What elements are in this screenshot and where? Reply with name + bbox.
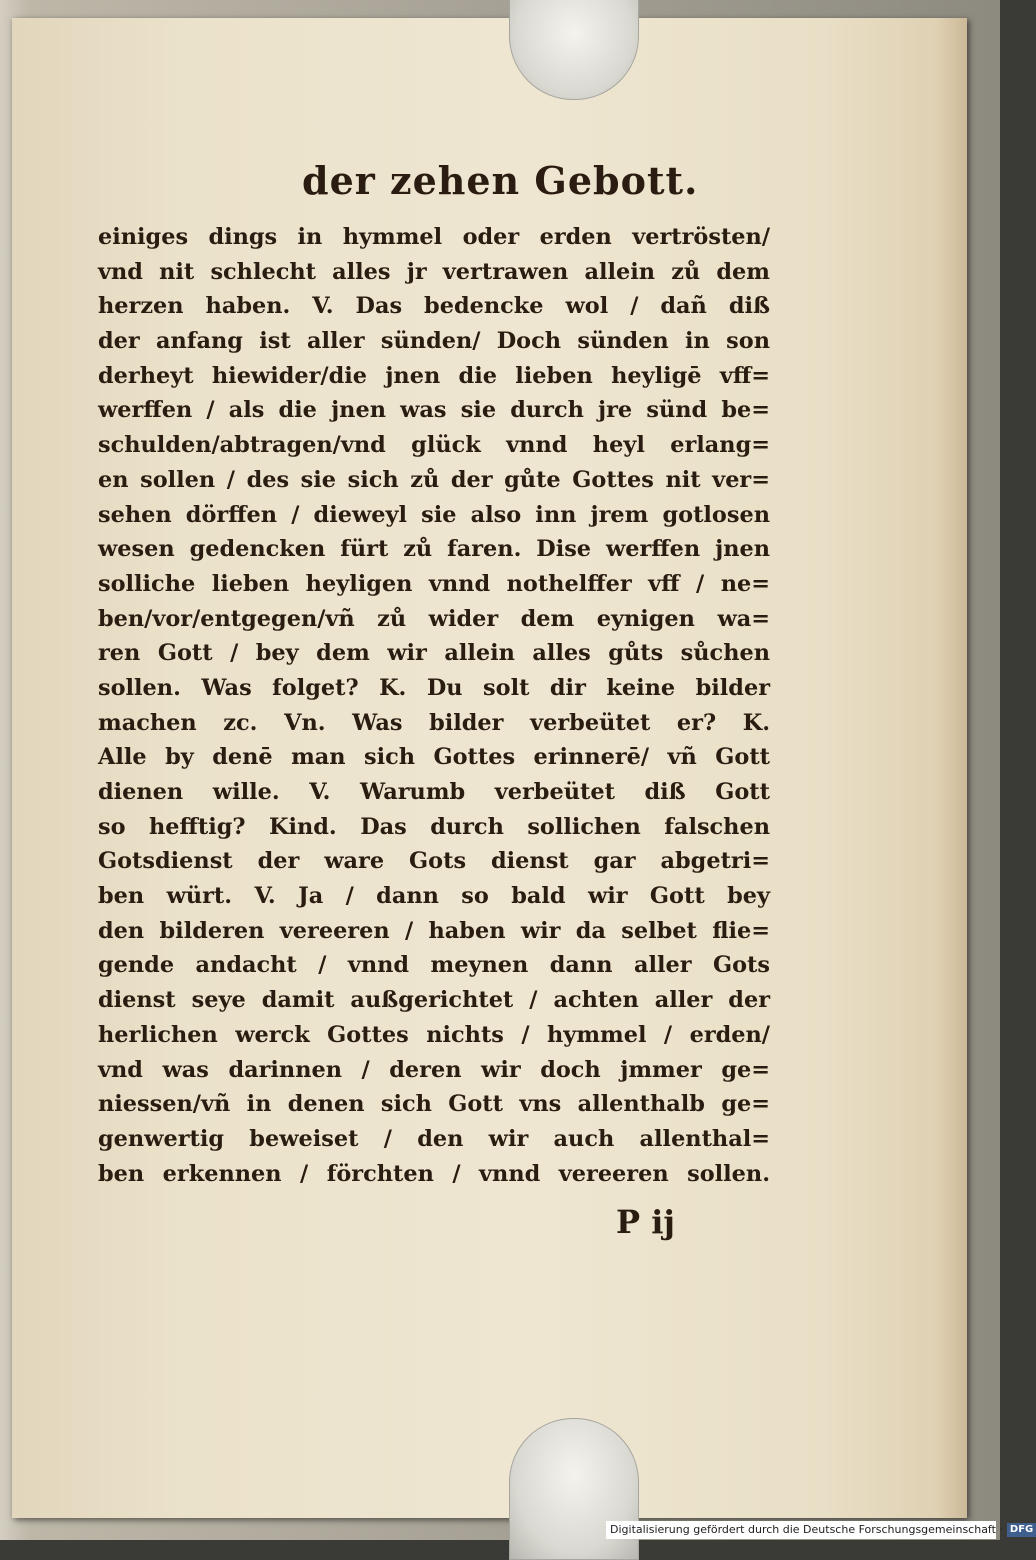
- running-header: der zehen Gebott.: [302, 158, 699, 203]
- text-line: den bilderen vereeren / haben wir da selbet flie=: [98, 917, 770, 944]
- text-line: so hefftig? Kind. Das durch sollichen falschen: [98, 813, 770, 840]
- text-line: vnd nit schlecht alles jr vertrawen allein zů dem: [98, 258, 770, 285]
- page-clip-top: [509, 0, 639, 100]
- text-line: ben würt. V. Ja / dann so bald wir Gott bey: [98, 883, 770, 910]
- text-line: sehen dörffen / dieweyl sie also inn jrem gotlosen: [98, 501, 770, 528]
- text-line: einiges dings in hymmel oder erden vertrösten/: [98, 224, 770, 250]
- text-line: dienst seye damit außgerichtet / achten aller der: [98, 987, 770, 1014]
- credit-text: Digitalisierung gefördert durch die Deutsche Forschungsgemeinschaft ·: [610, 1523, 1003, 1536]
- text-line: vnd was darinnen / deren wir doch jmmer ge=: [98, 1056, 770, 1083]
- text-line: herzen haben. V. Das bedencke wol / dañ diß: [98, 293, 770, 320]
- body-text: [98, 220, 770, 1191]
- text-line: solliche lieben heyligen vnnd nothelffer vff / ne=: [98, 570, 770, 597]
- text-line: schulden/abtragen/vnd glück vnnd heyl erlang=: [98, 432, 770, 459]
- text-line: genwertig beweiset / den wir auch allenthal=: [98, 1125, 770, 1152]
- text-line: sollen. Was folget? K. Du solt dir keine bilder: [98, 674, 770, 701]
- book-page: [12, 18, 967, 1518]
- text-line: machen zc. Vn. Was bilder verbeütet er? K.: [98, 709, 770, 736]
- text-line: derheyt hiewider/die jnen die lieben heyligē vff=: [98, 362, 770, 389]
- text-line: ben erkennen / förchten / vnnd vereeren sollen.: [98, 1160, 770, 1187]
- text-line: Alle by denē man sich Gottes erinnerē/ vñ Gott: [98, 744, 770, 771]
- text-line: der anfang ist aller sünden/ Doch sünden in son: [98, 328, 770, 355]
- dfg-logo: DFG: [1007, 1523, 1036, 1537]
- text-line: gende andacht / vnnd meynen dann aller Gots: [98, 952, 770, 979]
- text-line: dienen wille. V. Warumb verbeütet diß Gott: [98, 779, 770, 805]
- text-line: werffen / als die jnen was sie durch jre sünd be=: [98, 397, 770, 424]
- signature-mark: P ij: [616, 1203, 675, 1241]
- text-line: ren Gott / bey dem wir allein alles gůts sůchen: [98, 640, 770, 667]
- text-line: niessen/vñ in denen sich Gott vns allenthalb ge=: [98, 1091, 770, 1118]
- text-line: en sollen / des sie sich zů der gůte Gottes nit ver=: [98, 466, 770, 493]
- text-line: wesen gedencken fürt zů faren. Dise werffen jnen: [98, 536, 770, 563]
- text-line: herlichen werck Gottes nichts / hymmel / erden/: [98, 1021, 770, 1048]
- digitization-credit: [606, 1521, 1034, 1539]
- text-line: ben/vor/entgegen/vñ zů wider dem eynigen wa=: [98, 605, 770, 632]
- text-line: Gotsdienst der ware Gots dienst gar abgetri=: [98, 848, 770, 875]
